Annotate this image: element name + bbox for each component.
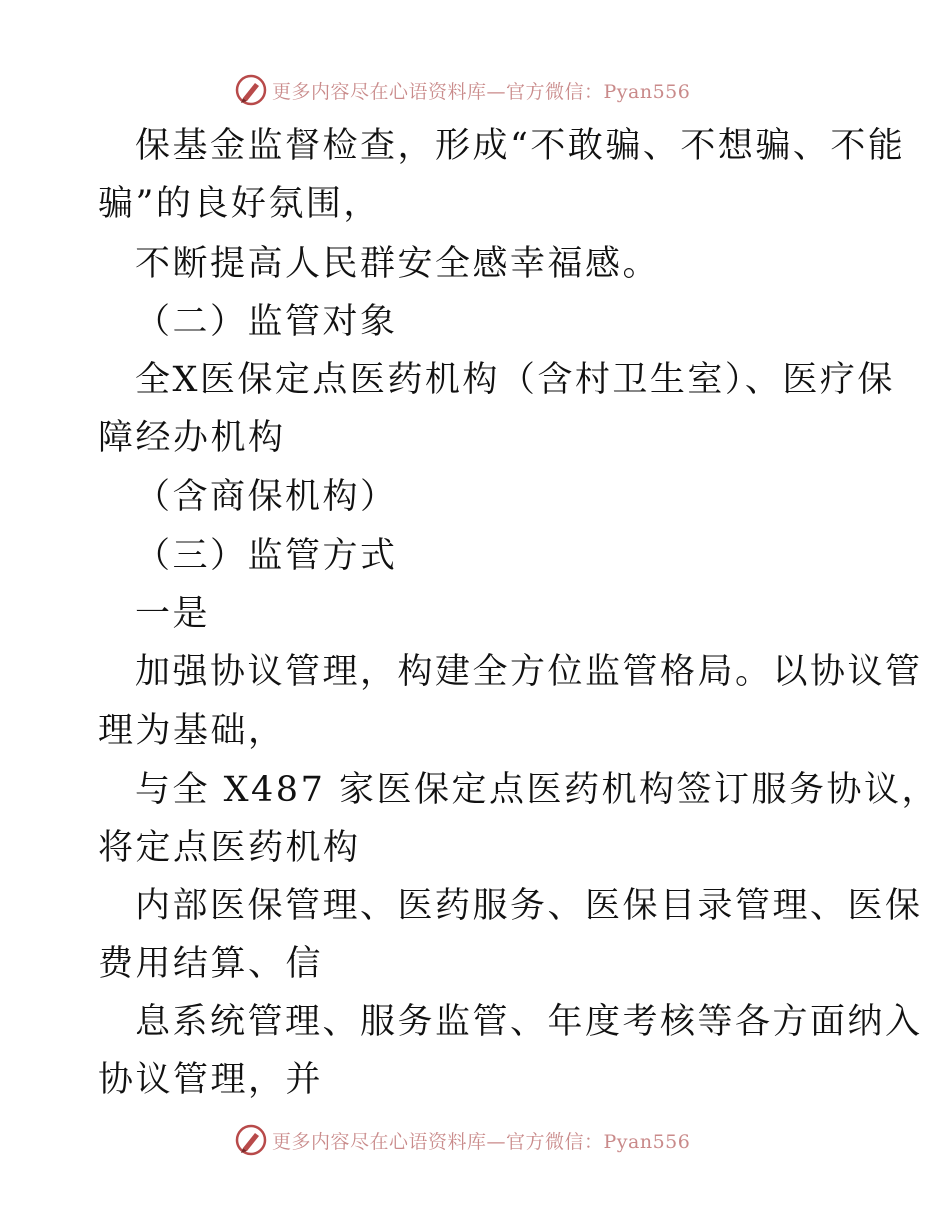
text-line: 全X医保定点医药机构（含村卫生室）、医疗保 — [135, 360, 895, 400]
text-line: 障经办机构 — [98, 418, 286, 458]
text-line: 保基金监督检查，形成“不敢骗、不想骗、不能 — [135, 126, 906, 166]
text-line: （含商保机构） — [135, 477, 398, 517]
watermark-text: 更多内容尽在心语资料库—官方微信：Pyan556 — [272, 80, 691, 103]
text-line: 息系统管理、服务监管、年度考核等各方面纳入 — [135, 1002, 923, 1042]
text-line: 理为基础， — [98, 711, 286, 751]
text-line: 内部医保管理、医药服务、医保目录管理、医保 — [135, 886, 923, 926]
text-line: 骗”的良好氛围， — [98, 184, 381, 224]
text-line: 加强协议管理，构建全方位监管格局。以协议管 — [135, 652, 923, 692]
section-heading: （二）监管对象 — [135, 302, 398, 342]
pen-logo-icon — [234, 73, 268, 107]
watermark-footer — [234, 1123, 714, 1157]
text-line: 将定点医药机构 — [98, 828, 361, 868]
text-line: 一是 — [135, 594, 211, 634]
pen-logo-icon — [234, 1123, 268, 1157]
section-heading: （三）监管方式 — [135, 536, 398, 576]
watermark-text: 更多内容尽在心语资料库—官方微信：Pyan556 — [272, 1130, 691, 1153]
watermark-header — [234, 73, 714, 107]
text-line: 不断提高人民群安全感幸福感。 — [135, 244, 661, 284]
text-line: 费用结算、信 — [98, 944, 324, 984]
text-line: 与全 X487 家医保定点医药机构签订服务协议， — [135, 770, 939, 810]
text-line: 协议管理，并 — [98, 1060, 324, 1100]
